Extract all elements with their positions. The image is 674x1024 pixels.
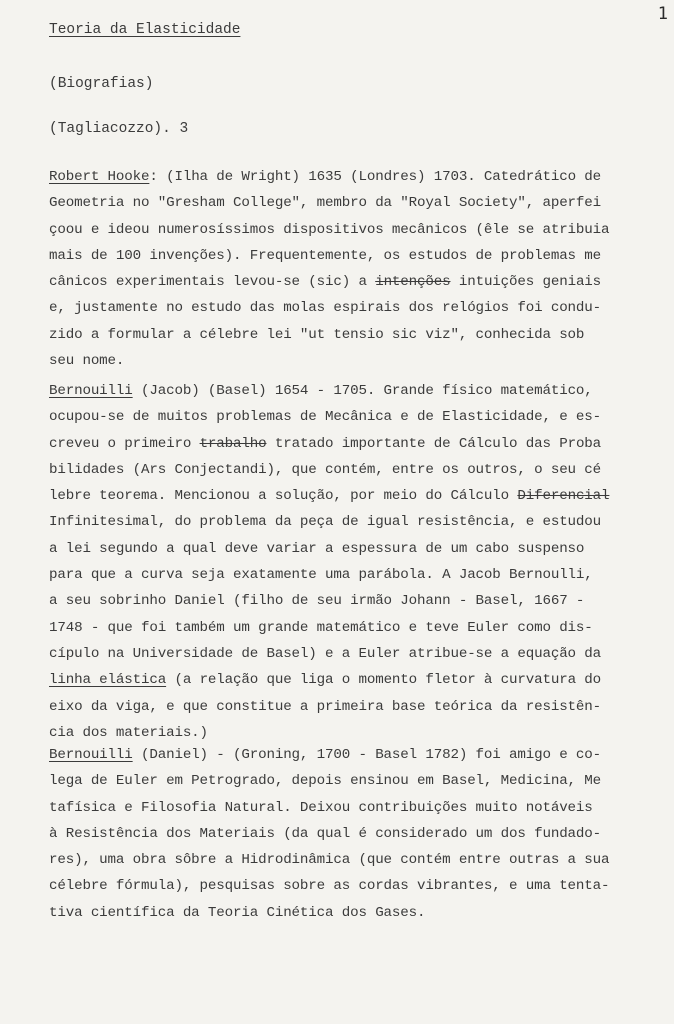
text-line: para que a curva seja exatamente uma parábola. A Jacob Bernoulli, bbox=[49, 567, 593, 584]
text-line: cia dos materiais.) bbox=[49, 724, 208, 741]
text-line bbox=[49, 378, 619, 404]
text-line bbox=[49, 667, 619, 693]
line-text: creveu o primeiro bbox=[49, 435, 200, 452]
text-line: e, justamente no estudo das molas espirais dos relógios foi condu- bbox=[49, 300, 602, 317]
text-line: eixo da viga, e que constitue a primeira base teórica da resistên- bbox=[49, 698, 602, 715]
text-line bbox=[49, 164, 619, 190]
text-line: Infinitesimal, do problema da peça de igual resistência, e estudou bbox=[49, 514, 602, 531]
person-name: Bernouilli bbox=[49, 383, 133, 399]
text-line: célebre fórmula), pesquisas sobre as cordas vibrantes, e uma tenta- bbox=[49, 878, 610, 895]
text-line: mais de 100 invenções). Frequentemente, os estudos de problemas me bbox=[49, 247, 602, 264]
biography-entry-jacob-bernoulli bbox=[49, 378, 619, 746]
text-line: seu nome. bbox=[49, 353, 125, 370]
text-line: tiva científica da Teoria Cinética dos Gases. bbox=[49, 904, 426, 921]
text-line: a seu sobrinho Daniel (filho de seu irmão Johann - Basel, 1667 - bbox=[49, 593, 585, 610]
underlined-term: linha elástica bbox=[49, 672, 167, 689]
document-subtitle: (Biografias) bbox=[49, 76, 154, 92]
page-number: 1 bbox=[657, 4, 668, 24]
text-line: tafísica e Filosofia Natural. Deixou contribuições muito notáveis bbox=[49, 799, 593, 816]
line-text: tratado importante de Cálculo das Proba bbox=[266, 435, 602, 452]
text-line: res), uma obra sôbre a Hidrodinâmica (que contém entre outras a sua bbox=[49, 852, 610, 869]
line-text: intuições geniais bbox=[450, 274, 602, 291]
struck-word: trabalho bbox=[199, 435, 267, 452]
text-line: zido a formular a célebre lei "ut tensio sic viz", conhecida sob bbox=[49, 326, 585, 343]
line-text: (a relação que liga o momento fletor à curvatura do bbox=[166, 672, 602, 689]
text-line bbox=[49, 483, 619, 509]
struck-word: Diferencial bbox=[517, 488, 610, 505]
person-name: Robert Hooke bbox=[49, 169, 150, 185]
text-line: a lei segundo a qual deve variar a espessura de um cabo suspenso bbox=[49, 540, 585, 557]
line-text: (Jacob) (Basel) 1654 - 1705. Grande físico matemático, bbox=[132, 383, 593, 399]
text-line: Geometria no "Gresham College", membro da "Royal Society", aperfei bbox=[49, 195, 602, 212]
text-line: à Resistência dos Materiais (da qual é considerado um dos fundado- bbox=[49, 825, 602, 842]
line-text: : (Ilha de Wright) 1635 (Londres) 1703. Catedrático de bbox=[149, 169, 602, 185]
biography-entry-daniel-bernoulli bbox=[49, 742, 619, 926]
text-line bbox=[49, 269, 619, 295]
text-line bbox=[49, 431, 619, 457]
line-text: (Daniel) - (Groning, 1700 - Basel 1782) foi amigo e co- bbox=[132, 747, 602, 763]
line-text: cânicos experimentais levou-se (sic) a bbox=[49, 274, 376, 291]
person-name: Bernouilli bbox=[49, 747, 133, 763]
text-line: cípulo na Universidade de Basel) e a Euler atribue-se a equação da bbox=[49, 645, 602, 662]
text-line: çoou e ideou numerosíssimos dispositivos mecânicos (êle se atribuia bbox=[49, 221, 610, 238]
biography-entry-hooke bbox=[49, 164, 619, 374]
line-text: lebre teorema. Mencionou a solução, por meio do Cálculo bbox=[49, 488, 518, 505]
text-line bbox=[49, 742, 619, 768]
text-line: lega de Euler em Petrogrado, depois ensinou em Basel, Medicina, Me bbox=[49, 773, 602, 790]
document-title: Teoria da Elasticidade bbox=[49, 22, 241, 38]
text-line: bilidades (Ars Conjectandi), que contém, entre os outros, o seu cé bbox=[49, 461, 602, 478]
struck-word: intenções bbox=[375, 274, 451, 291]
source-reference: (Tagliacozzo). 3 bbox=[49, 121, 189, 137]
text-line: 1748 - que foi também um grande matemático e teve Euler como dis- bbox=[49, 619, 593, 636]
text-line: ocupou-se de muitos problemas de Mecânica e de Elasticidade, e es- bbox=[49, 409, 602, 426]
